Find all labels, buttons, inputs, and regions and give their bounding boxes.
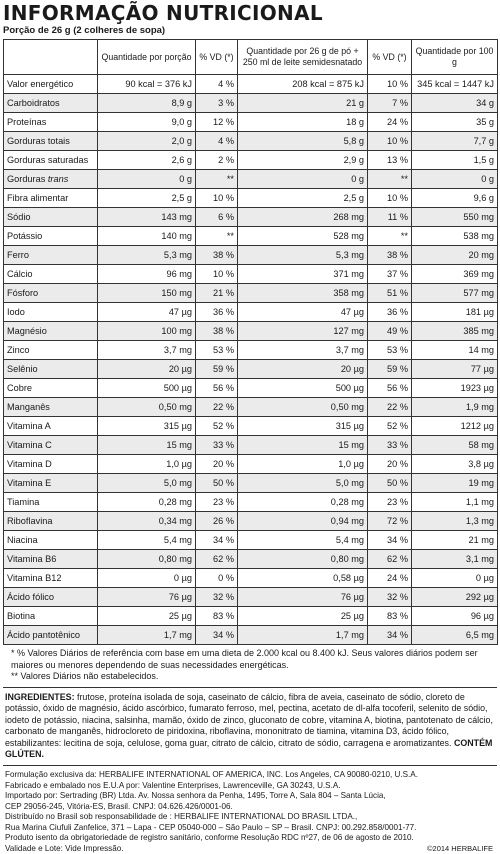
footer-line: Formulação exclusiva da: HERBALIFE INTERNATIONAL OF AMERICA, INC. Los Angeles, CA 90080-0210, U.S.A. [5,770,418,780]
dv-with-milk: 34 % [368,626,412,645]
dv-per-portion: 20 % [196,455,238,474]
table-row [4,531,498,550]
dv-with-milk: 34 % [368,531,412,550]
amount-per-100g: 77 µg [412,360,498,379]
copyright: ©2014 HERBALIFE [427,843,493,853]
nutrient-name [4,474,98,493]
nutrient-name-text: Vitamina A [7,421,51,431]
label-title: INFORMAÇÃO NUTRICIONAL [3,1,323,25]
nutrient-name [4,341,98,360]
nutrient-name [4,626,98,645]
dv-with-milk: 36 % [368,303,412,322]
amount-per-portion: 500 µg [98,379,196,398]
amount-per-portion: 2,6 g [98,151,196,170]
dv-with-milk: ** [368,227,412,246]
amount-per-portion: 150 mg [98,284,196,303]
nutrient-name-text: Gorduras [7,174,48,184]
amount-per-100g: 34 g [412,94,498,113]
nutrient-name [4,531,98,550]
amount-per-portion: 0,34 mg [98,512,196,531]
dv-per-portion: 38 % [196,246,238,265]
table-row [4,132,498,151]
dv-with-milk: 10 % [368,189,412,208]
amount-per-100g: 538 mg [412,227,498,246]
header-dv: % VD (*) [196,40,238,75]
footnote-not-established: ** Valores Diários não estabelecidos. [11,671,159,681]
nutrient-name-text: Potássio [7,231,43,241]
amount-per-portion: 0 g [98,170,196,189]
amount-per-100g: 1,5 g [412,151,498,170]
amount-per-portion: 100 mg [98,322,196,341]
nutrient-name [4,569,98,588]
footer-line: Distribuído no Brasil sob responsabilidade de : HERBALIFE INTERNATIONAL DO BRASIL LTDA., [5,812,358,822]
dv-per-portion: 4 % [196,132,238,151]
dv-per-portion: 59 % [196,360,238,379]
dv-with-milk: 56 % [368,379,412,398]
amount-per-portion: 2,5 g [98,189,196,208]
nutrient-name-text: Vitamina C [7,440,52,450]
dv-per-portion: 0 % [196,569,238,588]
nutrition-table [3,39,498,645]
amount-with-milk: 0,58 µg [238,569,368,588]
amount-with-milk: 358 mg [238,284,368,303]
table-row [4,588,498,607]
amount-per-100g: 1923 µg [412,379,498,398]
table-row [4,569,498,588]
dv-with-milk: 38 % [368,246,412,265]
footer-line: Validade e Lote: Vide Impressão. [5,843,124,853]
amount-per-portion: 5,3 mg [98,246,196,265]
amount-per-100g: 1212 µg [412,417,498,436]
dv-per-portion: 50 % [196,474,238,493]
nutrient-name-text: Fósforo [7,288,39,298]
nutrient-name [4,246,98,265]
amount-per-100g: 96 µg [412,607,498,626]
nutrient-name [4,75,98,94]
header-per-100g: Quantidade por 100 g [412,40,498,75]
amount-per-100g: 14 mg [412,341,498,360]
amount-per-100g: 20 mg [412,246,498,265]
dv-per-portion: 22 % [196,398,238,417]
dv-with-milk: 24 % [368,569,412,588]
amount-per-portion: 25 µg [98,607,196,626]
dv-per-portion: 34 % [196,626,238,645]
amount-with-milk: 1,7 mg [238,626,368,645]
amount-per-100g: 3,1 mg [412,550,498,569]
amount-per-100g: 6,5 mg [412,626,498,645]
amount-with-milk: 528 mg [238,227,368,246]
nutrient-name-text: Cobre [7,383,33,393]
amount-per-portion: 5,4 mg [98,531,196,550]
amount-per-portion: 47 µg [98,303,196,322]
dv-with-milk: 7 % [368,94,412,113]
nutrient-name-text: Proteínas [7,117,47,127]
nutrient-name [4,189,98,208]
table-row [4,75,498,94]
dv-per-portion: 62 % [196,550,238,569]
amount-per-100g: 19 mg [412,474,498,493]
dv-with-milk: 13 % [368,151,412,170]
table-row [4,512,498,531]
amount-per-100g: 21 mg [412,531,498,550]
nutrient-name-text: Ácido pantotênico [7,630,81,640]
amount-with-milk: 3,7 mg [238,341,368,360]
amount-with-milk: 15 mg [238,436,368,455]
table-row [4,94,498,113]
footer [3,766,497,854]
table-row [4,493,498,512]
amount-per-portion: 76 µg [98,588,196,607]
nutrient-name-text: Tiamina [7,497,40,507]
nutrient-name [4,94,98,113]
dv-with-milk: 37 % [368,265,412,284]
amount-per-100g: 181 µg [412,303,498,322]
dv-per-portion: 2 % [196,151,238,170]
table-row [4,436,498,455]
nutrient-name [4,588,98,607]
nutrient-name [4,151,98,170]
amount-per-portion: 8,9 g [98,94,196,113]
amount-with-milk: 5,4 mg [238,531,368,550]
amount-with-milk: 2,9 g [238,151,368,170]
gluten-warning: CONTÉM GLÚTEN. [5,737,493,760]
amount-with-milk: 20 µg [238,360,368,379]
dv-with-milk: 51 % [368,284,412,303]
amount-per-100g: 0 µg [412,569,498,588]
amount-with-milk: 18 g [238,113,368,132]
dv-per-portion: 4 % [196,75,238,94]
nutrient-name-text: Vitamina B6 [7,554,57,564]
amount-with-milk: 500 µg [238,379,368,398]
footer-line: CEP 29056-245, Vitória-ES, Brasil. CNPJ: 04.626.426/0001-06. [5,801,233,811]
nutrient-name-text: Zinco [7,345,30,355]
nutrient-name-text: Carboidratos [7,98,60,108]
table-row [4,265,498,284]
table-row [4,208,498,227]
dv-per-portion: 21 % [196,284,238,303]
amount-per-100g: 9,6 g [412,189,498,208]
amount-with-milk: 2,5 g [238,189,368,208]
nutrient-name [4,265,98,284]
amount-with-milk: 315 µg [238,417,368,436]
amount-per-100g: 577 mg [412,284,498,303]
nutrient-name [4,284,98,303]
amount-per-portion: 96 mg [98,265,196,284]
dv-per-portion: 6 % [196,208,238,227]
amount-per-100g: 58 mg [412,436,498,455]
nutrient-name [4,170,98,189]
nutrient-name [4,360,98,379]
nutrient-name [4,436,98,455]
amount-per-portion: 315 µg [98,417,196,436]
amount-per-100g: 1,1 mg [412,493,498,512]
dv-per-portion: 83 % [196,607,238,626]
table-row [4,455,498,474]
amount-per-portion: 140 mg [98,227,196,246]
table-row [4,607,498,626]
nutrient-name-text: Vitamina B12 [7,573,62,583]
nutrient-name-text: Iodo [7,307,25,317]
dv-per-portion: 56 % [196,379,238,398]
dv-per-portion: 36 % [196,303,238,322]
nutrient-name [4,607,98,626]
dv-per-portion: 32 % [196,588,238,607]
nutrient-name [4,493,98,512]
table-row [4,379,498,398]
dv-per-portion: 53 % [196,341,238,360]
amount-with-milk: 21 g [238,94,368,113]
dv-with-milk: 10 % [368,75,412,94]
amount-per-100g: 345 kcal = 1447 kJ [412,75,498,94]
amount-with-milk: 371 mg [238,265,368,284]
nutrient-name [4,208,98,227]
amount-per-100g: 369 mg [412,265,498,284]
ingredients-label: INGREDIENTES: [5,691,75,702]
nutrient-name [4,322,98,341]
amount-with-milk: 268 mg [238,208,368,227]
dv-with-milk: ** [368,170,412,189]
nutrition-label [3,0,497,854]
amount-with-milk: 5,0 mg [238,474,368,493]
amount-with-milk: 127 mg [238,322,368,341]
nutrient-name-text: Riboflavina [7,516,53,526]
dv-with-milk: 32 % [368,588,412,607]
amount-per-100g: 1,9 mg [412,398,498,417]
amount-per-portion: 9,0 g [98,113,196,132]
amount-with-milk: 0,80 mg [238,550,368,569]
dv-with-milk: 59 % [368,360,412,379]
table-row [4,227,498,246]
dv-with-milk: 10 % [368,132,412,151]
amount-with-milk: 208 kcal = 875 kJ [238,75,368,94]
footer-line: Produto isento da obrigatoriedade de registro sanitário, conforme Resolução RDC nº27, de 06 de agosto de 2010. [5,833,414,843]
amount-per-100g: 1,3 mg [412,512,498,531]
amount-per-100g: 385 mg [412,322,498,341]
dv-per-portion: ** [196,170,238,189]
nutrient-name [4,303,98,322]
nutrient-name [4,455,98,474]
amount-per-portion: 90 kcal = 376 kJ [98,75,196,94]
amount-per-100g: 35 g [412,113,498,132]
dv-per-portion: 33 % [196,436,238,455]
table-row [4,303,498,322]
footer-line: Importado por: Sertrading (BR) Ltda. Av. Nossa senhora da Penha, 1495, Torre A, Sala 804 – Santa Lúcia, [5,791,386,801]
footer-line: Fabricado e embalado nos E.U.A por: Valentine Enterprises, Lawrenceville, GA 30243, U.S.A. [5,780,341,790]
amount-with-milk: 76 µg [238,588,368,607]
nutrient-name [4,227,98,246]
amount-with-milk: 47 µg [238,303,368,322]
dv-per-portion: 52 % [196,417,238,436]
nutrient-name [4,379,98,398]
amount-per-portion: 0,28 mg [98,493,196,512]
nutrient-name [4,550,98,569]
amount-with-milk: 0 g [238,170,368,189]
header-dv-milk: % VD (*) [368,40,412,75]
amount-per-portion: 20 µg [98,360,196,379]
nutrient-name-text: Vitamina E [7,478,52,488]
nutrient-name [4,417,98,436]
nutrient-name-text: Vitamina D [7,459,52,469]
header-with-milk: Quantidade por 26 g de pó + 250 ml de leite semidesnatado [238,40,368,75]
dv-per-portion: 12 % [196,113,238,132]
table-row [4,417,498,436]
amount-per-portion: 1,0 µg [98,455,196,474]
ingredients [3,688,497,767]
nutrient-name-text: Magnésio [7,326,47,336]
dv-per-portion: 23 % [196,493,238,512]
amount-per-100g: 292 µg [412,588,498,607]
dv-per-portion: 10 % [196,189,238,208]
amount-with-milk: 0,28 mg [238,493,368,512]
amount-per-portion: 0 µg [98,569,196,588]
nutrient-name-text: Niacina [7,535,38,545]
table-row [4,398,498,417]
amount-with-milk: 5,8 g [238,132,368,151]
table-row [4,246,498,265]
table-row [4,360,498,379]
dv-with-milk: 50 % [368,474,412,493]
nutrient-name-text: Gorduras totais [7,136,70,146]
table-row [4,322,498,341]
table-row [4,284,498,303]
amount-per-100g: 7,7 g [412,132,498,151]
table-row [4,474,498,493]
dv-with-milk: 53 % [368,341,412,360]
amount-with-milk: 0,50 mg [238,398,368,417]
amount-with-milk: 0,94 mg [238,512,368,531]
dv-with-milk: 24 % [368,113,412,132]
dv-with-milk: 49 % [368,322,412,341]
amount-per-portion: 2,0 g [98,132,196,151]
nutrient-name [4,113,98,132]
amount-per-portion: 5,0 mg [98,474,196,493]
amount-with-milk: 25 µg [238,607,368,626]
nutrient-name-text: Cálcio [7,269,33,279]
dv-per-portion: 10 % [196,265,238,284]
amount-per-portion: 3,7 mg [98,341,196,360]
nutrient-name-text: Valor energético [7,79,74,89]
dv-with-milk: 11 % [368,208,412,227]
dv-with-milk: 33 % [368,436,412,455]
nutrient-name-text: Ácido fólico [7,592,54,602]
portion-size: Porção de 26 g (2 colheres de sopa) [3,25,166,36]
ingredients-text: frutose, proteína isolada de soja, caseinato de cálcio, fibra de aveia, caseinato de sódio, cloreto de potássio, óxido de magnésio, ácido ascórbico, fumarato ferroso, mel, pectina, acetato de dl-alfa tocoferil, selenito de sódio, iodeto de potássio, niacina, salsinha, mamão, óxido de zinco, gluconato de cobre, vitamina A, biotina, pantotenato de cálcio, carbonato de manganês, hidrocloreto de piridoxina, riboflavina, mononitrato de tiamina, vitamina D3, ácido fólico, estabilizantes: lecitina de soja, celulose, goma guar, citrato de cálcio, citrato de sódio, carragena e aromatizantes. [5,691,493,748]
nutrient-name-text: Manganês [7,402,50,412]
nutrient-name-text: Ferro [7,250,29,260]
nutrient-name-text: Sódio [7,212,31,222]
amount-per-portion: 15 mg [98,436,196,455]
table-row [4,626,498,645]
amount-with-milk: 5,3 mg [238,246,368,265]
amount-per-portion: 1,7 mg [98,626,196,645]
dv-with-milk: 62 % [368,550,412,569]
dv-with-milk: 20 % [368,455,412,474]
dv-with-milk: 22 % [368,398,412,417]
nutrient-name-italic: trans [47,174,69,184]
dv-per-portion: 26 % [196,512,238,531]
dv-with-milk: 83 % [368,607,412,626]
nutrient-name [4,398,98,417]
dv-with-milk: 23 % [368,493,412,512]
amount-per-100g: 550 mg [412,208,498,227]
nutrient-name-text: Fibra alimentar [7,193,69,203]
nutrient-name-text: Gorduras saturadas [7,155,89,165]
dv-per-portion: ** [196,227,238,246]
header-nutrient [4,40,98,75]
table-row [4,113,498,132]
amount-per-portion: 0,50 mg [98,398,196,417]
amount-with-milk: 1,0 µg [238,455,368,474]
dv-with-milk: 52 % [368,417,412,436]
amount-per-100g: 0 g [412,170,498,189]
table-row [4,170,498,189]
table-header-row [4,40,498,75]
footer-line: Rua Marina Ciufuli Zanfelice, 371 – Lapa - CEP 05040-000 – São Paulo – SP – Brasil. CNPJ: 00.292.858/0001-77. [5,822,417,832]
nutrient-name-text: Biotina [7,611,36,621]
nutrient-name [4,512,98,531]
footnotes [3,645,497,688]
dv-per-portion: 34 % [196,531,238,550]
nutrient-name [4,132,98,151]
amount-per-100g: 3,8 µg [412,455,498,474]
amount-per-portion: 0,80 mg [98,550,196,569]
dv-per-portion: 3 % [196,94,238,113]
amount-per-portion: 143 mg [98,208,196,227]
table-row [4,151,498,170]
dv-per-portion: 38 % [196,322,238,341]
dv-with-milk: 72 % [368,512,412,531]
table-row [4,189,498,208]
header-per-portion: Quantidade por porção [98,40,196,75]
table-row [4,341,498,360]
nutrient-name-text: Selênio [7,364,38,374]
table-row [4,550,498,569]
footnote-dv: * % Valores Diários de referência com base em uma dieta de 2.000 kcal ou 8.400 kJ. Seus valores diários podem ser maiores ou menores dependendo de suas necessidades energéticas. [11,648,478,670]
